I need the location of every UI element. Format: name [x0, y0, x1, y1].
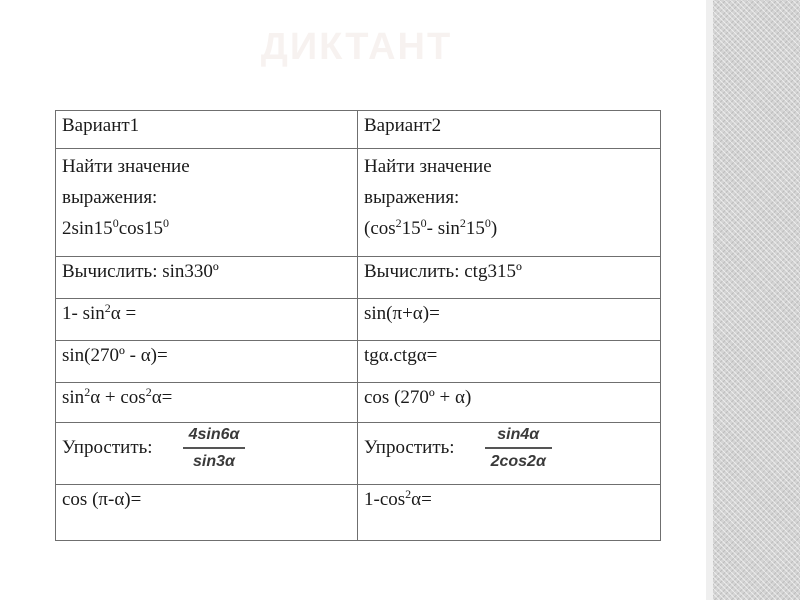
task-cell [358, 149, 661, 257]
task-cell [56, 149, 358, 257]
fraction-denominator: 2cos2α [490, 453, 546, 470]
fraction-denominator: sin3α [193, 453, 235, 470]
table-row [56, 257, 661, 299]
task-cell: sin(π+α)= [358, 299, 661, 341]
task-cell: $\sin^2\alpha + \cos^2\alpha=$ [56, 383, 358, 423]
decorative-stripe [713, 0, 800, 600]
task-cell: cos (270º + α) [358, 383, 661, 423]
task-line: Найти значение [62, 156, 190, 177]
dictation-table [55, 110, 661, 541]
header-variant-2: Вариант2 [358, 111, 661, 149]
task-cell: Вычислить: sin330º [56, 257, 358, 299]
table-row [56, 149, 661, 257]
fraction-numerator: sin4α [485, 425, 552, 449]
task-label: Упростить: [62, 436, 153, 458]
table-row [56, 341, 661, 383]
table-row [56, 423, 661, 485]
decorative-stripe-edge [706, 0, 713, 600]
task-label: Упростить: [364, 436, 455, 458]
task-line: Найти значение [364, 156, 492, 177]
task-cell: tgα.ctgα= [358, 341, 661, 383]
task-cell: Вычислить: ctg315º [358, 257, 661, 299]
table-row [56, 383, 661, 423]
task-line: выражения: [62, 187, 158, 208]
task-cell: sin(270º - α)= [56, 341, 358, 383]
task-cell [358, 423, 661, 485]
expression: $2\sin 15^0\cos 15^0$ [62, 216, 170, 239]
table-row [56, 485, 661, 541]
expression: ($\cos^215^0-$ $\sin^215^0$) [364, 216, 498, 239]
task-cell: 1- $\sin^2\alpha$ = [56, 299, 358, 341]
fraction-image [485, 425, 552, 472]
fraction-numerator: 4sin6α [183, 425, 246, 449]
task-cell: cos (π-α)= [56, 485, 358, 541]
header-variant-1: Вариант1 [56, 111, 358, 149]
table-row [56, 111, 661, 149]
task-cell [56, 423, 358, 485]
fraction-image [183, 425, 246, 472]
table-row [56, 299, 661, 341]
task-cell: $1-\cos^2\alpha=$ [358, 485, 661, 541]
slide-title: ДИКТАНТ [260, 26, 453, 68]
task-line: выражения: [364, 187, 460, 208]
